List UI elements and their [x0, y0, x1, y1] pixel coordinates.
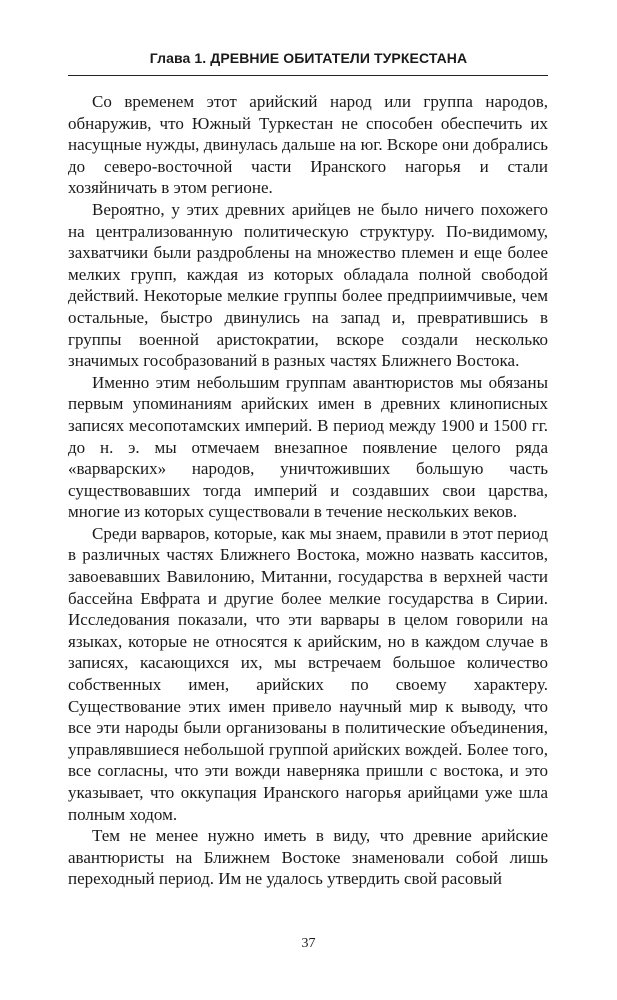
paragraph: Вероятно, у этих древних арийцев не было ничего похожего на централизованную политическую структуру. По-видимому, захватчики были раздроблены на множество племен и еще более мелких групп, каждая из которых обладала полной свободой действий. Некоторые мелкие группы более предприимчивые, чем остальные, быстро двинулись на запад и, превратившись в группы военной аристократии, вскоре создали несколько значимых гособразований в разных частях Ближнего Востока.	[68, 199, 548, 371]
paragraph: Именно этим небольшим группам авантюристов мы обязаны первым упоминаниям арийских имен в древних клинописных записях месопотамских империй. В период между 1900 и 1500 гг. до н. э. мы отмечаем внезапное появление целого ряда «варварских» народов, уничтоживших большую часть существовавших тогда империй и создавших свои царства, многие из которых существовали в течение нескольких веков.	[68, 372, 548, 522]
running-header: Глава 1. ДРЕВНИЕ ОБИТАТЕЛИ ТУРКЕСТАНА	[149, 50, 468, 66]
paragraph: Среди варваров, которые, как мы знаем, правили в этот период в различных частях Ближнего Востока, можно назвать касситов, завоевавших Вавилонию, Митанни, государства в верхней части бассейна Евфрата и другие более мелкие государства в Сирии. Исследования показали, что эти варвары в целом говорили на языках, которые не относятся к арийским, но в каждом случае в записях, касающихся их, мы встречаем большое количество собственных имен, арийских по своему характеру. Существование этих имен привело научный мир к выводу, что все эти народы были организованы в политические объединения, управлявшиеся небольшой группой арийских вождей. Более того, все согласны, что эти вожди наверняка пришли с востока, и это указывает, что оккупация Иранского нагорья арийцами уже шла полным ходом.	[68, 523, 548, 824]
paragraph: Со временем этот арийский народ или группа народов, обнаружив, что Южный Туркестан не способен обеспечить их насущные нужды, двинулась дальше на юг. Вскоре они добрались до северо-восточной части Иранского нагорья и стали хозяйничать в этом регионе.	[68, 92, 548, 198]
paragraph: Тем не менее нужно иметь в виду, что древние арийские авантюристы на Ближнем Востоке знаменовали собой лишь переходный период. Им не удалось утвердить свой расовый	[68, 826, 548, 889]
page-number: 37	[301, 936, 316, 951]
body-text	[68, 91, 548, 890]
header-rule	[68, 75, 548, 76]
